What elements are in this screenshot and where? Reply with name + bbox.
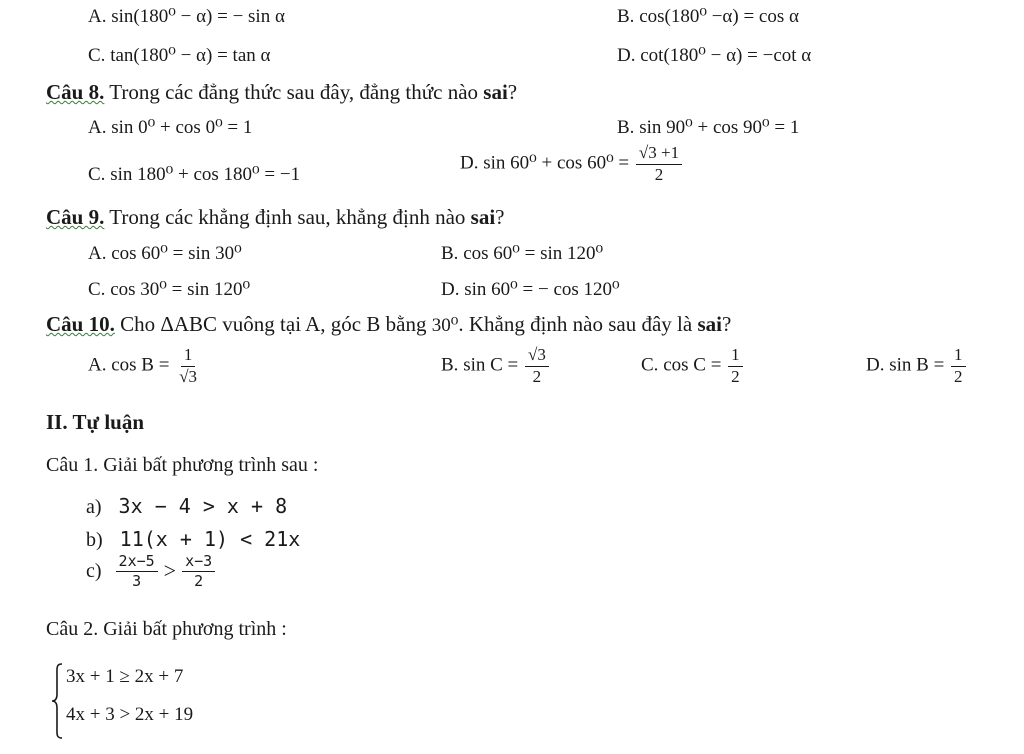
option-formula: sin 90⁰ + cos 90⁰ = 1	[639, 117, 800, 138]
inequality: 11(x + 1) < 21x	[119, 527, 301, 551]
item-label: b)	[86, 529, 103, 551]
option-formula: cos C =	[663, 354, 722, 376]
fraction-denominator: 2	[532, 366, 542, 386]
option-label: D.	[460, 152, 479, 174]
option-formula: sin(180⁰ − α) = − sin α	[111, 6, 285, 27]
question-10	[46, 312, 731, 337]
section-heading: II. Tự luận	[46, 410, 145, 434]
option-label: B.	[617, 117, 635, 138]
item-label: c)	[86, 559, 102, 582]
fraction	[182, 553, 215, 589]
cau1-title: Câu 1. Giải bất phương trình sau :	[46, 454, 319, 476]
option-label: A.	[88, 117, 107, 138]
option-label: A.	[88, 354, 107, 376]
option-formula: tan(180⁰ − α) = tan α	[110, 45, 271, 66]
option-label: D.	[617, 45, 636, 66]
option-formula: cos(180⁰ −α) = cos α	[639, 6, 799, 27]
option-formula: cot(180⁰ − α) = −cot α	[640, 45, 812, 66]
q7-option-d	[617, 44, 811, 67]
fraction	[116, 553, 158, 589]
fraction	[636, 144, 682, 184]
q8-option-c	[88, 163, 300, 186]
keyword-sai: sai	[483, 80, 508, 104]
q8-option-b	[617, 116, 799, 139]
q9-option-b	[441, 242, 603, 265]
question-8	[46, 80, 517, 105]
q9-option-c	[88, 278, 250, 301]
q7-option-a	[88, 5, 285, 28]
option-formula: sin 180⁰ + cos 180⁰ = −1	[110, 164, 301, 185]
option-label: C.	[641, 354, 659, 376]
option-formula: cos 30⁰ = sin 120⁰	[110, 279, 251, 300]
question-label: Câu 9.	[46, 205, 105, 229]
fraction	[951, 346, 966, 386]
q7-option-c	[88, 44, 270, 67]
keyword-sai: sai	[470, 205, 496, 229]
cau1-item-a	[86, 494, 287, 519]
q7-option-b	[617, 5, 799, 28]
fraction	[525, 346, 549, 386]
q10-option-a	[88, 346, 202, 386]
q8-option-a	[88, 116, 252, 139]
system-line-1: 3x + 1 ≥ 2x + 7	[66, 666, 184, 687]
option-formula: sin 60⁰ = − cos 120⁰	[464, 279, 620, 300]
question-text-2: . Khẳng định nào sau đây là	[458, 312, 698, 336]
system-brace-icon	[50, 662, 64, 740]
option-label: A.	[88, 243, 107, 264]
option-formula: cos 60⁰ = sin 120⁰	[463, 243, 604, 264]
option-label: C.	[88, 45, 106, 66]
fraction-denominator: 2	[731, 366, 740, 386]
q8-option-d	[460, 144, 684, 184]
question-end: ?	[721, 312, 732, 336]
option-label: D.	[866, 354, 885, 376]
fraction-denominator: √3	[179, 366, 198, 386]
cau1-item-b	[86, 527, 300, 552]
question-text: Trong các khẳng định sau, khẳng định nào	[104, 205, 471, 229]
option-formula: sin 0⁰ + cos 0⁰ = 1	[111, 117, 253, 138]
question-label: Câu 8.	[46, 80, 105, 104]
option-label: C.	[88, 164, 106, 185]
fraction-denominator: 2	[194, 571, 204, 590]
fraction	[176, 346, 200, 386]
option-formula: sin C =	[463, 354, 519, 376]
option-formula: sin B =	[889, 354, 945, 376]
fraction-numerator: 1	[951, 346, 966, 367]
question-9	[46, 205, 505, 230]
fraction-denominator: 2	[654, 164, 664, 184]
inequality: 3x − 4 > x + 8	[118, 494, 288, 518]
fraction	[728, 346, 743, 386]
question-text: Trong các đẳng thức sau đây, đẳng thức nào	[104, 80, 484, 104]
fraction-numerator: √3	[525, 346, 549, 367]
item-label: a)	[86, 496, 102, 518]
option-formula: cos 60⁰ = sin 30⁰	[111, 243, 242, 264]
fraction-numerator: √3 +1	[636, 144, 682, 165]
q9-option-d	[441, 278, 620, 301]
keyword-sai: sai	[697, 312, 722, 336]
option-formula: sin 60⁰ + cos 60⁰ =	[483, 152, 630, 174]
option-label: A.	[88, 6, 107, 27]
cau2-title: Câu 2. Giải bất phương trình :	[46, 618, 287, 640]
question-end: ?	[495, 205, 505, 229]
system-line-2: 4x + 3 > 2x + 19	[66, 704, 194, 725]
fraction-numerator: x−3	[182, 553, 215, 572]
option-label: D.	[441, 279, 460, 300]
fraction-denominator: 2	[954, 366, 963, 386]
angle-value: 30⁰	[431, 315, 459, 336]
fraction-numerator: 1	[728, 346, 743, 367]
q10-option-d	[866, 346, 968, 386]
question-text: Cho ΔABC vuông tại A, góc B bằng	[114, 312, 432, 336]
operator: >	[163, 558, 177, 583]
q10-option-b	[441, 346, 551, 386]
q9-option-a	[88, 242, 242, 265]
fraction-denominator: 3	[132, 571, 142, 590]
q10-option-c	[641, 346, 745, 386]
question-end: ?	[507, 80, 518, 104]
cau1-item-c	[86, 553, 217, 589]
option-label: B.	[441, 243, 459, 264]
option-label: B.	[441, 354, 459, 376]
option-label: C.	[88, 279, 106, 300]
fraction-numerator: 2x−5	[116, 553, 158, 572]
question-label: Câu 10.	[46, 312, 115, 336]
option-label: B.	[617, 6, 635, 27]
fraction-numerator: 1	[181, 346, 196, 367]
option-formula: cos B =	[111, 354, 170, 376]
